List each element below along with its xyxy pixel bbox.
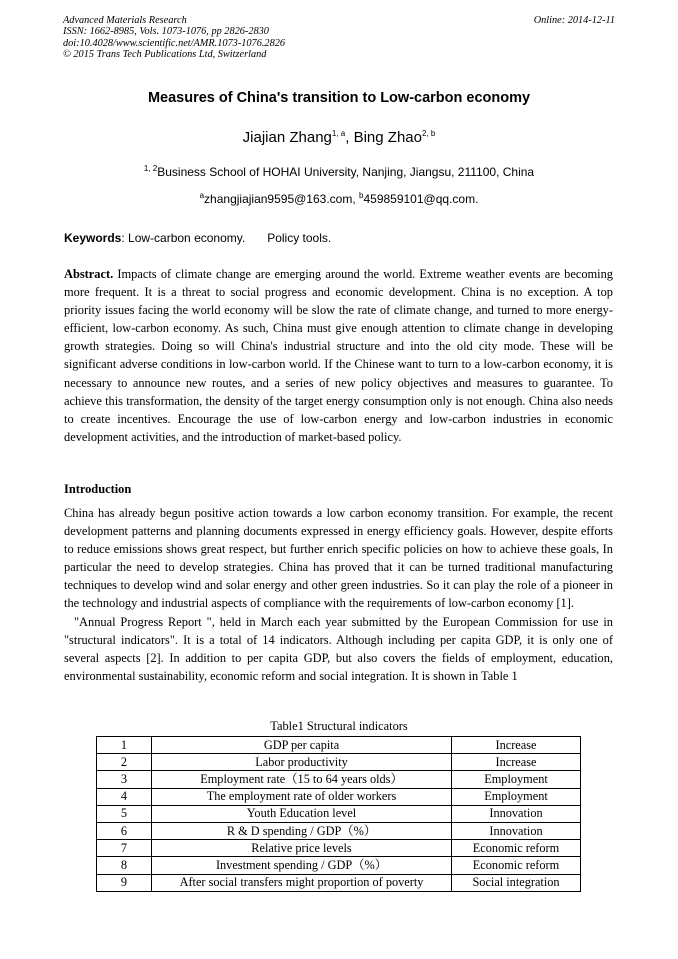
table-cell-indicator: Employment rate（15 to 64 years olds）: [152, 771, 452, 788]
table-row: [97, 822, 581, 839]
table-row: [97, 754, 581, 771]
table-cell-index: 1: [97, 737, 152, 754]
email-address: zhangjiajian9595@163.com,: [204, 192, 356, 206]
table-cell-index: 7: [97, 840, 152, 857]
keyword: Policy tools.: [267, 231, 332, 245]
table-cell-index: 8: [97, 857, 152, 874]
keyword: Low-carbon economy.: [128, 231, 246, 245]
table-cell-indicator: After social transfers might proportion of poverty: [152, 874, 452, 891]
journal-header: [63, 15, 615, 61]
affiliation-text: Business School of HOHAI University, Nanjing, Jiangsu, 211100, China: [157, 165, 535, 179]
table-cell-category: Economic reform: [452, 857, 581, 874]
table-cell-index: 4: [97, 788, 152, 805]
table-cell-index: 9: [97, 874, 152, 891]
email-mark: a: [199, 191, 205, 200]
email-mark: b: [359, 191, 364, 200]
table-cell-category: Economic reform: [452, 840, 581, 857]
keywords-line: [64, 231, 616, 245]
affiliation-mark: 1, 2: [143, 164, 158, 173]
abstract: [64, 265, 613, 446]
table-cell-indicator: The employment rate of older workers: [152, 788, 452, 805]
table-cell-index: 5: [97, 805, 152, 822]
abstract-label: Abstract.: [64, 267, 114, 281]
table-cell-category: Employment: [452, 771, 581, 788]
author-name: Bing Zhao: [353, 129, 422, 146]
keywords-label: Keywords: [64, 231, 122, 245]
table-cell-category: Increase: [452, 737, 581, 754]
table-row: [97, 788, 581, 805]
table-cell-indicator: GDP per capita: [152, 737, 452, 754]
author-list: Jiajian Zhang$^{1, a}$, Bing Zhao$^{2, b}$: [242, 129, 436, 146]
table-caption: Table1 Structural indicators: [270, 719, 408, 733]
section-heading-introduction: Introduction: [64, 482, 132, 496]
table-cell-category: Innovation: [452, 822, 581, 839]
paper-title: Measures of China's transition to Low-carbon economy: [147, 90, 531, 106]
email-address: 459859101@qq.com.: [363, 192, 479, 206]
table-cell-category: Increase: [452, 754, 581, 771]
author-affiliation-mark: 1, a: [331, 129, 346, 138]
table-row: [97, 771, 581, 788]
affiliation: [0, 165, 678, 179]
introduction-body: [64, 504, 613, 685]
author-emails: [0, 192, 678, 206]
keywords-separator: :: [121, 231, 129, 245]
table-cell-category: Employment: [452, 788, 581, 805]
structural-indicators-table: [96, 736, 581, 892]
table-row: [97, 874, 581, 891]
table-row: [97, 857, 581, 874]
table-cell-category: Social integration: [452, 874, 581, 891]
table-row: [97, 805, 581, 822]
table-cell-indicator: R & D spending / GDP（%）: [152, 822, 452, 839]
table-cell-index: 3: [97, 771, 152, 788]
journal-name: Advanced Materials Research: [63, 15, 187, 26]
journal-issn: ISSN: 1662-8985, Vols. 1073-1076, pp 2826-2830: [63, 26, 269, 38]
table-cell-indicator: Labor productivity: [152, 754, 452, 771]
author-affiliation-mark: 2, b: [421, 129, 436, 138]
journal-doi: doi:10.4028/www.scientific.net/AMR.1073-1076.2826: [63, 37, 286, 49]
table-cell-indicator: Investment spending / GDP（%）: [152, 857, 452, 874]
table-row: [97, 737, 581, 754]
table-cell-category: Innovation: [452, 805, 581, 822]
abstract-text: Impacts of climate change are emerging around the world. Extreme weather events are becoming more frequent. It is a threat to social progress and economic development. China is no exception. A top priority issues facing the world economy will be slow the rate of climate change, and turned to more energy-efficient, low-carbon economy. As such, China must give enough attention to climate change in developing growth strategies. Doing so will China's industrial structure and into the old city mode. These will be significant adverse conditions in low-carbon world. If the Chinese want to turn to a low-carbon economy, it is necessary to announce new routes, and a series of new policy objectives and measures to guarantee. To achieve this transformation, the density of the target energy consumption only is not enough. China also needs to create incentives. Encourage the use of low-carbon energy and low-carbon industries in economic development activities, and the introduction of market-based policy.: [64, 267, 613, 444]
table-cell-index: 6: [97, 822, 152, 839]
journal-copyright: © 2015 Trans Tech Publications Ltd, Switzerland: [63, 49, 267, 61]
paragraph: China has already begun positive action towards a low carbon economy transition. For example, the recent development patterns and planning documents expressed in energy efficiency goals. However, despite efforts to reduce emissions shows great respect, but further enrich specific policies on how to achieve these goals, In particular the need to develop strategies. China has proved that it can be turned traditional manufacturing techniques to develop wind and solar energy and other green industries. So it can play the role of a pioneer in the technology and industrial aspects of compliance with the requirements of low-carbon economy [1].: [64, 506, 613, 611]
author-name: Jiajian Zhang: [242, 129, 332, 146]
table-row: [97, 840, 581, 857]
table-cell-indicator: Youth Education level: [152, 805, 452, 822]
paragraph: "Annual Progress Report ", held in March each year submitted by the European Commission for use in "structural indicators". It is a total of 14 indicators. Although including per capita GDP, it is only one of several aspects [2]. In addition to per capita GDP, but also covers the fields of employment, education, environmental sustainability, economic reform and social integration. It is shown in Table 1: [64, 614, 613, 683]
table-cell-index: 2: [97, 754, 152, 771]
table-cell-indicator: Relative price levels: [152, 840, 452, 857]
online-date: Online: 2014-12-11: [533, 15, 615, 26]
